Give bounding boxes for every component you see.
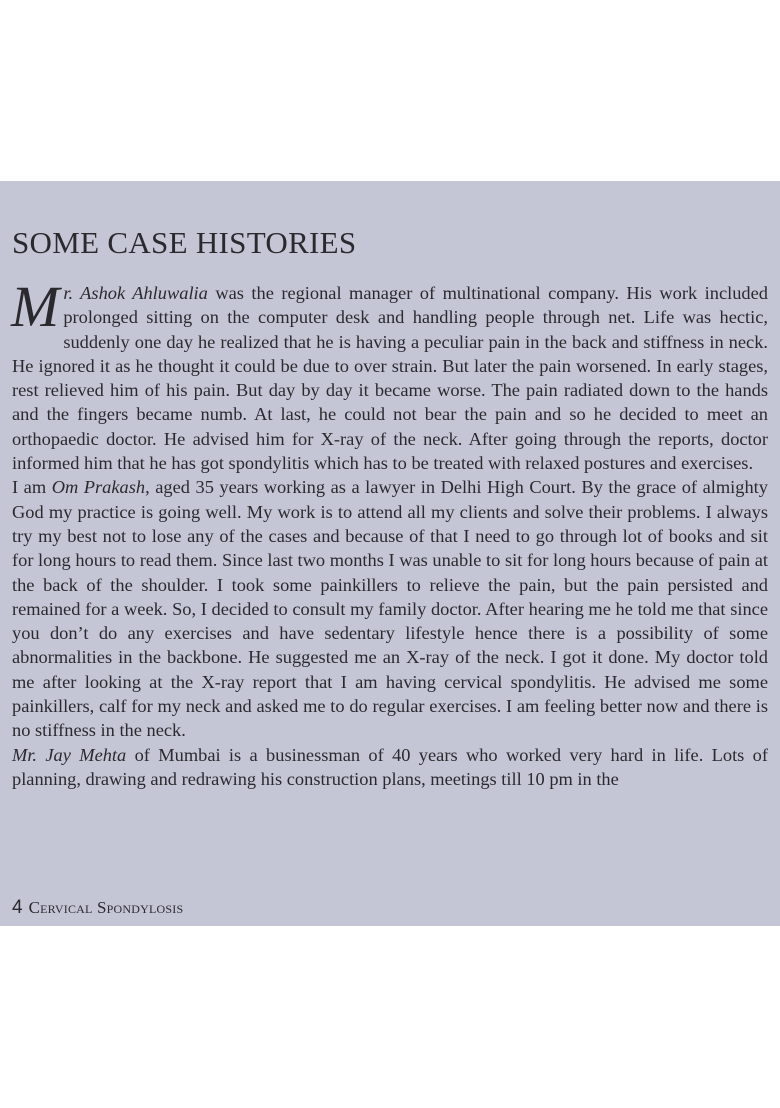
- case-1-text: was the regional manager of multinational company. His work included prolonged sitting on the computer desk and handling people through net. Life was hectic, suddenly one day he realized that he is having a peculiar pain in the back and stiffness in neck. He ignored it as he thought it could be due to over strain. But later the pain worsened. In early stages, rest relieved him of his pain. But day by day it became worse. The pain radiated down to the hands and the fingers became numb. At last, he could not bear the pain and so he decided to meet an orthopaedic doctor. He advised him for X-ray of the neck. After going through the reports, doctor informed him that he has got spondylitis which has to be treated with relaxed postures and exercises.: [12, 283, 768, 474]
- case-history-2: [12, 475, 768, 742]
- case-1-name: r. Ashok Ahluwalia: [63, 283, 208, 303]
- case-3-name: Mr. Jay Mehta: [12, 744, 127, 765]
- case-3-text: of Mumbai is a businessman of 40 years who worked very hard in life. Lots of planning, drawing and redrawing his construction plans, meetings till 10 pm in the: [12, 744, 769, 789]
- drop-cap: M: [11, 274, 60, 339]
- case-2-text: , aged 35 years working as a lawyer in Delhi High Court. By the grace of almighty God my practice is going well. My work is to attend all my clients and solve their problems. I always try my best not to lose any of the cases and because of that I need to go through lot of books and sit for long hours to read them. Since last two months I was unable to sit for long hours because of pain at the back of the shoulder. I took some painkillers to relieve the pain, but the pain persisted and remained for a week. So, I decided to consult my family doctor. After hearing me he told me that since you don’t do any exercises and have sedentary lifestyle hence there is a possibility of some abnormalities in the backbone. He suggested me an X-ray of the neck. I got it done. My doctor told me after looking at the X-ray report that I am having cervical spondylitis. He advised me some painkillers, calf for my neck and asked me to do regular exercises. I am feeling better now and there is no stiffness in the neck.: [12, 477, 768, 741]
- page-body: [11, 274, 769, 791]
- case-2-name: Om Prakash: [51, 477, 146, 498]
- book-page: [0, 181, 780, 926]
- page-footer: [12, 897, 183, 919]
- case-history-3: [12, 743, 768, 792]
- case-history-1: [11, 274, 768, 475]
- case-2-lead: I am: [12, 477, 52, 498]
- running-title: Cervical Spondylosis: [28, 898, 184, 917]
- page-heading: SOME CASE HISTORIES: [12, 225, 357, 260]
- page-number: 4: [12, 897, 23, 918]
